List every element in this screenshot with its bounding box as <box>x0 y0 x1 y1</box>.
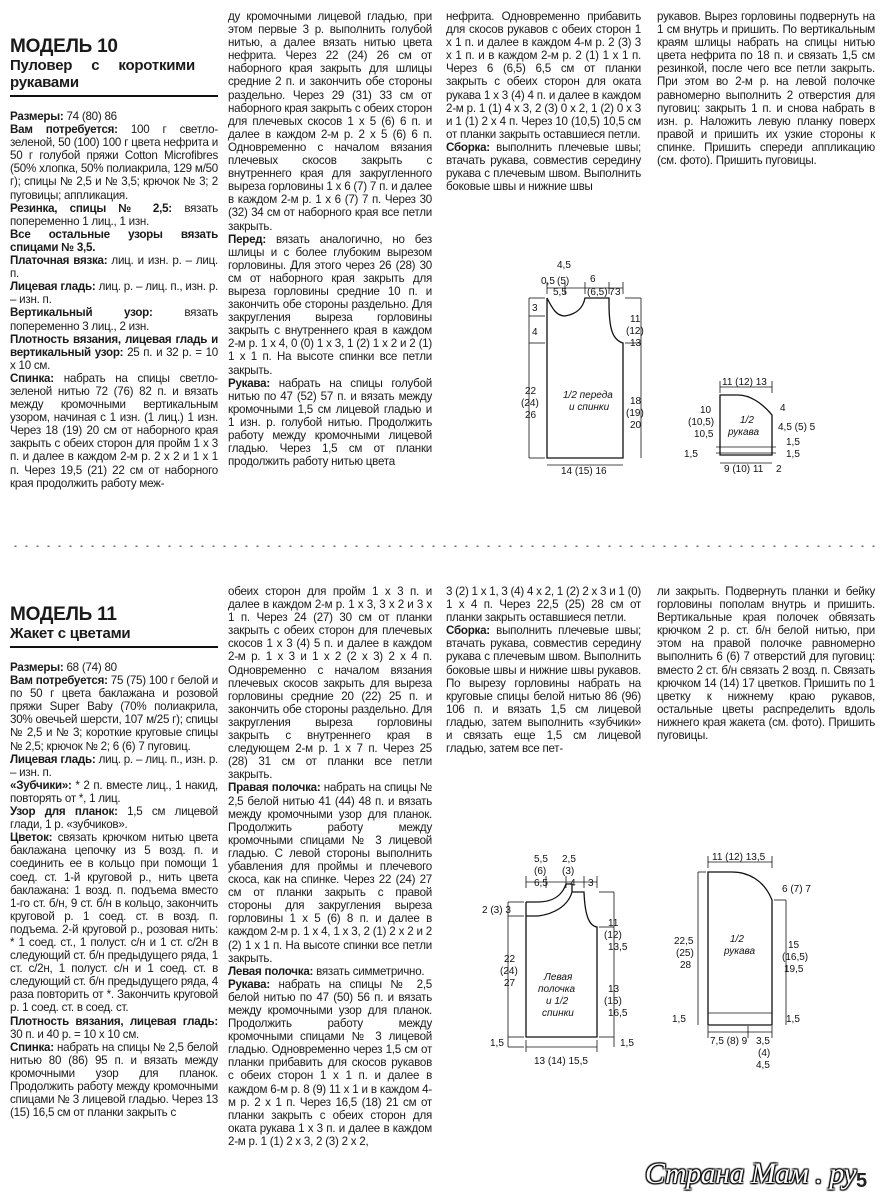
m10-s-top: 11 (12) 13 <box>722 377 767 388</box>
m11-s-r15b: 1,5 <box>786 1014 800 1025</box>
model10-col1 <box>10 37 218 490</box>
m11-s-b35: 3,5 <box>756 1036 770 1047</box>
m11-d-body1: Левая <box>544 972 573 983</box>
m11-assembly-cont: ли закрыть. Подвернуть планки и бейку горловины пополам внутрь и пришить. Вертикальные края полочек обвязать крючком 2 р. ст. б/н белой нитью, при этом на правой полочке равномерно выполнить 6 (6) 7 отверстий для пуговиц: вместо 2 ст. б/н связать 2 возд. п. Связать крючком 14 (14) 17 цветков. Пришить по 1 цветку к нижнему краю рукавов, остальные цветы распределить вдоль нижнего края жакета (см. фото). Пришить пуговицы. <box>657 585 875 743</box>
m11-assembly: Сборка: выполнить плечевые швы; втачать рукава, совместив середину рукава с плечевым швом. Выполнить боковые швы и нижние швы рукавов. По вырезу горловины набрать на круговые спицы белой нитью 86 (96) 106 п. и вязать 1,5 см лицевой гладью, затем выполнить «зубчики» и связать еще 1,5 см лицевой гладью, затем все пет- <box>446 624 641 756</box>
m10-back: Спинка: набрать на спицы светло-зеленой нитью 72 (76) 82 п. и вязать между кромочными вертикальным узором, начиная с 1 изн. (1 лиц.) 1 изн. Через 18 (19) 20 см от наборного края закрыть с обеих сторон для пройм 1 х 3 п. и далее в каждом 2-м р. 2 х 2 и 1 х 1 п. Через 19,5 (21) 22 см от наборного края продолжить работу меж- <box>10 371 218 490</box>
m11-d-t3b: 3 <box>588 878 594 889</box>
m11-sleeves: Рукава: набрать на спицы № 2,5 белой нитью по 47 (50) 56 п. и вязать между кромочными узор для планок. Продолжить работу между кромочными спицами № 3 лицевой гладью. Одновременно через 1,5 см от планки прибавить для скосов рукавов с обеих сторон 1 х 1 п. и далее в каждом 6-м р. 8 (9) 11 х 1 и в каждом 4-м р. 2 х 1 п. Через 16,5 (18) 21 см от планки закрыть с обеих сторон для оката рукава 1 х 3 п. и далее в каждом 2-м р. 1 (1) 2 х 3, 2 (3) 2 х 2, <box>228 977 432 1148</box>
m11-gauge: Плотность вязания, лицевая гладь: 30 п. и 40 р. = 10 х 10 см. <box>10 1014 218 1041</box>
m10-s-15b: 1,5 <box>786 449 800 460</box>
m11-s-lbl2: рукава <box>724 946 756 957</box>
m10-garter: Платочная вязка: лиц. и изн. р. – лиц. п. <box>10 254 219 281</box>
m11-s-r6: 6 (7) 7 <box>782 884 811 895</box>
m11-d-t4: 4 <box>570 878 576 889</box>
m10-assembly-cont: рукавов. Вырез горловины подвернуть на 1 см внутрь и пришить. По вертикальным краям шлицы набрать на спицы нитью цвета нефрита по 18 п. и связать 1,5 см резинкой, после чего все петли закрыть. При этом во 2-м р. на левой полочке равномерно выполнить 2 отверстия для пуговиц: закрыть 1 п. и снова набрать в изн. р. Наложить левую планку поверх правой и пришить их узкие стороны к спинке. Пришить спереди аппликацию (см. фото). Пришить пуговицы. <box>657 10 875 168</box>
m11-d-t3: (3) <box>562 866 575 877</box>
m10-materials: Вам потребуется: 100 г светло-зеленой, 50 (100) 100 г цвета нефрита и 50 г голубой пряжи Cotton Microfibres (50% хлопка, 50% полиакрила, 129 м/50 г); спицы № 2,5 и № 3,5; крючок № 3; 2 пуговицы; аппликация. <box>10 123 218 202</box>
m11-d-l15: 1,5 <box>490 1038 504 1049</box>
m11-s-r15: 15 <box>788 940 800 951</box>
m10-s-lbl1: 1/2 <box>740 415 754 426</box>
title-rule <box>10 95 218 97</box>
m10-d-top1: 4,5 <box>557 260 571 271</box>
m11-d-bottom: 13 (14) 15,5 <box>534 1056 588 1067</box>
m11-back-cont: обеих сторон для пройм 1 х 3 п. и далее в каждом 2-м р. 1 х 3, 3 х 2 и 3 х 1 п. Через 24 (27) 30 см от планки закрыть с обеих сторон для плечевых скосов 1 х 3 (4) 5 п. и далее в каждом 2-м р. 1 х 3 и 1 х 2 (2 х 3) 2 х 4 п. Одновременно с началом вязания плечевых скосов закрыть для выреза горловины средние 20 (22) 25 п. и закончить обе стороны раздельно. Для закругления выреза горловины закрыть с внутреннего края в следующем 2-м р. 1 х 7 п. Через 25 (28) 31 см от планки все петли закрыть. <box>228 585 432 782</box>
watermark: Страна Мам . ру <box>645 1157 857 1190</box>
m11-s-r165: (16,5) <box>782 952 809 963</box>
m11-d-body3: и 1/2 <box>546 996 569 1007</box>
m11-sizes: Размеры: 68 (74) 80 <box>10 661 117 674</box>
m11-stockinette: Лицевая гладь: лиц. р. – лиц. п., изн. р. – изн. п. <box>10 752 218 779</box>
m10-d-l22: 22 <box>525 386 537 397</box>
model11-subtitle: Жакет с цветами <box>10 625 131 642</box>
model11-col3 <box>446 585 641 755</box>
m10-d-top8: 3 <box>615 287 621 298</box>
m10-d-l3: 3 <box>532 303 538 314</box>
m10-s-r45: 4,5 (5) 5 <box>778 422 816 433</box>
m10-d-bottom: 14 (15) 16 <box>561 466 607 477</box>
m11-d-body2: полочка <box>538 984 576 995</box>
m10-gauge: Плотность вязания, лицевая гладь и вертикальный узор: 25 п. и 32 р. = 10 х 10 см. <box>10 332 218 372</box>
m11-band-pattern: Узор для планок: 1,5 см лицевой глади, 1 р. «зубчиков». <box>10 805 218 832</box>
model10-title: МОДЕЛЬ 10 <box>10 36 118 57</box>
m10-s-l105a: (10,5) <box>688 417 715 428</box>
m11-sleeves-cont: 3 (2) 1 х 1, 3 (4) 4 х 2, 1 (2) 2 х 3 и 1 (0) 1 х 4 п. Через 22,5 (25) 28 см от планки закрыть оставшиеся петли. <box>446 585 641 625</box>
m10-d-r13: 13 <box>630 338 642 349</box>
m11-d-r11: 11 <box>608 918 619 929</box>
m11-left-front: Левая полочка: вязать симметрично. <box>228 964 425 978</box>
m10-d-body2: и спинки <box>569 402 610 413</box>
model11-col1 <box>10 605 218 1119</box>
m10-s-l10: 10 <box>700 405 712 416</box>
m10-d-l4: 4 <box>532 327 538 338</box>
m11-s-b45: 4,5 <box>756 1060 770 1071</box>
m11-s-b4: (4) <box>758 1048 771 1059</box>
m10-d-r20: 20 <box>630 420 642 431</box>
m11-d-l24: (24) <box>500 966 518 977</box>
m11-d-r15: (15) <box>604 996 622 1007</box>
m11-d-r12: (12) <box>604 930 622 941</box>
section-divider <box>10 545 878 547</box>
m10-sleeves-cont: нефрита. Одновременно прибавить для скосов рукавов с обеих сторон 1 х 1 п. и далее в каждом 4-м р. 2 (3) 3 х 1 п. и в каждом 2-м р. 2 (1) 1 х 1 п. Через 6 (6,5) 6,5 см от планки закрыть с обеих сторон для оката рукава 1 х 3 (4) 4 п. и далее в каждом 2-м р. 1 (1) 4 х 3, 2 (3) 0 х 2, 1 (2) 0 х 3 и 1 (1) 2 х 4 п. Через 10 (10,5) 10,5 см от планки закрыть оставшиеся петли. <box>446 10 641 141</box>
m10-s-l105b: 10,5 <box>694 429 714 440</box>
m10-d-top3: (5) <box>557 276 570 287</box>
m10-s-lbl2: рукава <box>728 427 760 438</box>
m11-back: Спинка: набрать на спицы № 2,5 белой нитью 80 (86) 95 п. и вязать между кромочными узор для планок. Продолжить работу между кромочными спицами № 3 лицевой гладью. Через 13 (15) 16,5 см от планки закрыть с <box>10 1040 218 1120</box>
m11-s-l225: 22,5 <box>674 936 694 947</box>
m11-d-l27: 27 <box>504 978 516 989</box>
m11-materials: Вам потребуется: 75 (75) 100 г белой и по 50 г цвета баклажана и розовой пряжи Super Baby (70% полиакрила, 30% овечьей шерсти, 107 м/25 г); спицы № 2,5 и № 3; короткие круговые спицы № 2,5; крючок № 2; 6 (6) 7 пуговиц. <box>10 674 218 753</box>
m11-s-bottom: 7,5 (8) 9 <box>710 1036 748 1047</box>
m11-d-r13: 13 <box>608 984 620 995</box>
m11-d-r15b: 1,5 <box>620 1038 634 1049</box>
model10-subtitle: Пуловер с короткими рукавами <box>10 57 195 91</box>
title-rule <box>10 646 218 648</box>
m11-s-l28: 28 <box>680 960 692 971</box>
m11-d-l2: 2 (3) 3 <box>482 905 511 916</box>
model10-col3 <box>446 10 641 193</box>
m10-d-top2: 0,5 <box>541 276 555 287</box>
m10-rib: Резинка, спицы № 2,5: вязать попеременно 1 лиц., 1 изн. <box>10 201 218 228</box>
m11-s-r195: 19,5 <box>784 964 804 975</box>
m10-s-15c: 1,5 <box>684 449 698 460</box>
m10-back-cont: ду кромочными лицевой гладью, при этом первые 3 р. выполнить голубой нитью, а далее вязать нитью цвета нефрита. Через 22 (24) 26 см от наборного края закрыть для шлицы средние 2 п. и закончить обе стороны раздельно. Через 29 (31) 33 см от наборного края закрыть с обеих сторон для плечевых скосов 1 х 5 (6) 6 п. и далее в каждом 2-м р. 2 х 5 (6) 6 п. Одновременно с началом вязания плечевых скосов закрыть с внутреннего края для закругленного выреза горловины 1 х 6 (7) 7 п. и далее в каждом 2-м р. 1 х 6 (7) 7 п. Через 30 (32) 34 см от наборного края все петли закрыть. <box>228 10 432 233</box>
m10-d-top7: 7 <box>609 287 615 298</box>
m11-s-lbl1: 1/2 <box>730 934 744 945</box>
model10-col4 <box>657 10 875 167</box>
m10-s-15a: 1,5 <box>786 437 800 448</box>
m11-d-r135: 13,5 <box>608 942 628 953</box>
m11-d-r165: 16,5 <box>608 1008 628 1019</box>
model11-col4 <box>657 585 875 742</box>
m10-d-l26: 26 <box>525 410 537 421</box>
model10-col2 <box>228 10 432 468</box>
m10-body-schematic <box>505 258 665 478</box>
m10-d-l24: (24) <box>521 398 539 409</box>
m10-assembly: Сборка: выполнить плечевые швы; втачать рукава, совместив середину рукава с плечевым швом. Выполнить боковые швы и нижние швы <box>446 140 641 194</box>
m11-d-t55: 5,5 <box>534 854 548 865</box>
m11-d-l22: 22 <box>504 954 516 965</box>
m10-d-top4: 5,5 <box>553 287 567 298</box>
m11-picot: «Зубчики»: * 2 п. вместе лиц., 1 накид, повторять от *, 1 лиц. <box>10 778 218 805</box>
m11-body-schematic <box>482 852 647 1077</box>
m10-front: Перед: вязать аналогично, но без шлицы и с более глубоким вырезом горловины. Для этого через 26 (28) 30 см от наборного края закрыть для выреза горловины средние 10 п. и закончить обе стороны раздельно. Для закругления выреза горловины закрыть с внутреннего края в каждом 2-м р. 1 х 4, 0 (0) 1 х 3, 1 (2) 1 х 2 и 2 (1) 1 х 1 п. На высоте спинки все петли закрыть. <box>228 232 432 377</box>
m10-sleeves: Рукава: набрать на спицы голубой нитью по 47 (52) 57 п. и вязать между кромочными 1,5 см лицевой гладью и 1 изн. р. голубой нитью. Продолжить работу между кромочными лицевой гладью. Через 1,5 см от планки продолжить работу нитью цвета <box>228 376 432 469</box>
m10-s-bottom: 9 (10) 11 <box>724 464 764 475</box>
m11-right-front: Правая полочка: набрать на спицы № 2,5 белой нитью 41 (44) 48 п. и вязать между кромочными узор для планок. Продолжить работу между кромочными спицами № 3 лицевой гладью. С левой стороны выполнить убавления для проймы и плечевого скоса, как на спинке. Через 22 (24) 27 см от планки закрыть с правой стороны для закругления выреза горловины 1 х 5 (6) 8 п. и далее в каждом 2-м р. 1 х 4, 1 х 3, 2 (1) 2 х 2 и 2 (2) 1 х 1 п. На высоте спинки все петли закрыть. <box>228 781 432 965</box>
m10-sleeve-schematic <box>680 375 816 475</box>
m11-d-body4: спинки <box>542 1008 574 1019</box>
m10-d-r19: (19) <box>626 408 644 419</box>
m10-sizes: Размеры: 74 (80) 86 <box>10 110 117 123</box>
m10-d-r11: 11 <box>630 314 641 325</box>
m11-d-t6a: (6) <box>534 866 547 877</box>
m10-s-2: 2 <box>776 464 782 475</box>
model11-col2 <box>228 585 432 1148</box>
m11-d-t65: 6,5 <box>534 878 548 889</box>
m10-stockinette: Лицевая гладь: лиц. р. – лиц. п., изн. р. – изн. п. <box>10 280 218 307</box>
m10-needles-note: Все остальные узоры вязать спицами № 3,5. <box>10 227 218 254</box>
model11-title: МОДЕЛЬ 11 <box>10 604 117 625</box>
m11-s-l15: 1,5 <box>672 1014 686 1025</box>
m10-s-r4: 4 <box>780 403 786 414</box>
m10-d-body1: 1/2 переда <box>563 390 613 401</box>
m10-d-r18: 18 <box>630 396 642 407</box>
page-number: 5 <box>856 1170 868 1192</box>
m11-s-top: 11 (12) 13,5 <box>712 852 766 863</box>
m10-vertical: Вертикальный узор: вязать попеременно 3 лиц., 2 изн. <box>10 306 219 333</box>
m11-s-l25: (25) <box>676 948 694 959</box>
m11-d-t25: 2,5 <box>562 854 576 865</box>
m10-d-r12: (12) <box>626 326 644 337</box>
m11-flower: Цветок: связать крючком нитью цвета баклажана цепочку из 5 возд. п. и соединить ее в кольцо при помощи 1 соед. ст. 1-й круговой р., нить цвета баклажана: 1 возд. п. подъема вместо 1-го ст. б/н, 9 ст. б/н в кольцо, закончить круговой р. 1 соед. ст. в возд. п. подъема. 2-й круговой р., розовая нить: * 1 соед. ст., 1 полуст. с/н и 1 ст. с/2н в следующий ст. б/н предыдущего ряда, 1 ст. с/2н, 1 полуст. с/н и 1 соед. ст. в следующий ст. б/н предыдущего ряда, 4 раза повторить от *. Закончить круговой р. 1 соед. ст. в соед. ст. <box>10 831 218 1015</box>
m10-d-top5: 6 <box>590 274 596 285</box>
m11-sleeve-schematic <box>668 850 813 1070</box>
m10-d-top6: (6,5) <box>587 287 608 298</box>
